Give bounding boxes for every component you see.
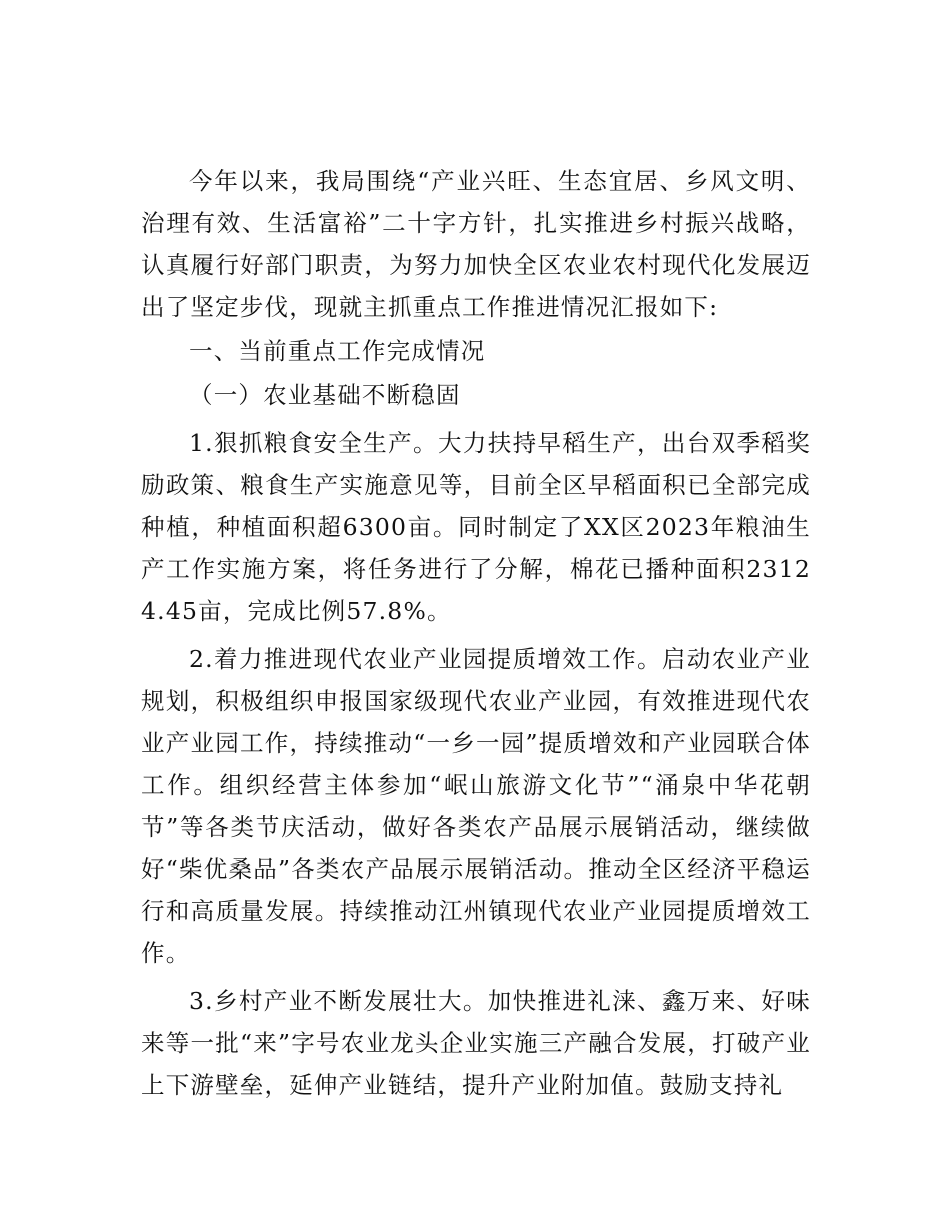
document-body xyxy=(141,160,811,1106)
item-grain-production: 1.狠抓粮食安全生产。大力扶持早稻生产，出台双季稻奖励政策、粮食生产实施意见等，目前全区早稻面积已全部完成种植，种植面积超6300亩。同时制定了XX区2023年粮油生产工作实施方案，将任务进行了分解，棉花已播种面积23124.45亩，完成比例57.8%。 xyxy=(141,429,811,625)
item-rural-industry: 3.乡村产业不断发展壮大。加快推进礼涞、鑫万来、好味来等一批“来”字号农业龙头企业实施三产融合发展，打破产业上下游壁垒，延伸产业链结，提升产业附加值。鼓励支持礼 xyxy=(141,987,811,1099)
subsection-heading: （一）农业基础不断稳固 xyxy=(189,381,461,409)
section-heading: 一、当前重点工作完成情况 xyxy=(189,337,486,365)
intro-paragraph: 今年以来，我局围绕“产业兴旺、生态宜居、乡风文明、治理有效、生活富裕”二十字方针，扎实推进乡村振兴战略，认真履行好部门职责，为努力加快全区农业农村现代化发展迈出了坚定步伐，现就主抓重点工作推进情况汇报如下: xyxy=(141,167,811,321)
item-industrial-park: 2.着力推进现代农业产业园提质增效工作。启动农业产业规划，积极组织申报国家级现代农业产业园，有效推进现代农业产业园工作，持续推动“一乡一园”提质增效和产业园联合体工作。组织经营主体参加“岷山旅游文化节”“涌泉中华花朝节”等各类节庆活动，做好各类农产品展示展销活动，继续做好“柴优桑品”各类农产品展示展销活动。推动全区经济平稳运行和高质量发展。持续推动江州镇现代农业产业园提质增效工作。 xyxy=(141,645,811,967)
